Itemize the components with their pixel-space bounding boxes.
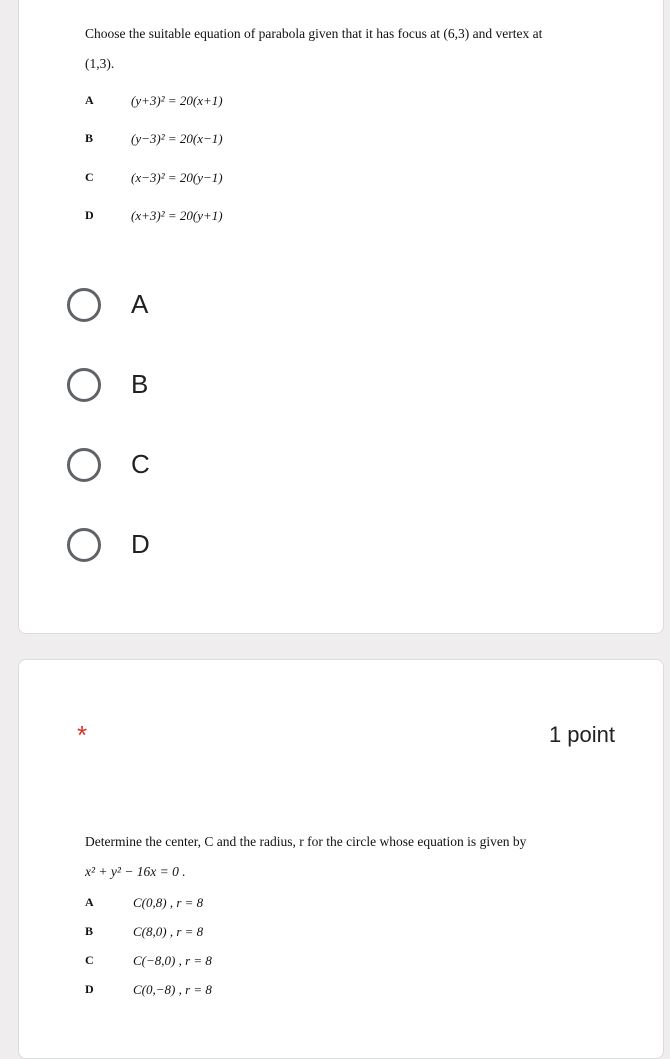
question-text-line-2: (1,3). [85, 56, 115, 71]
radio-button[interactable] [67, 368, 101, 402]
image-option-letter: B [85, 131, 94, 145]
image-option-equation: (y+3)² = 20(x+1) [131, 93, 223, 108]
required-asterisk: * [77, 720, 88, 750]
question-text-line-1: Choose the suitable equation of parabola given that it has focus at (6,3) and vertex at [85, 26, 543, 41]
image-option-equation: (y−3)² = 20(x−1) [131, 131, 223, 146]
choice-a[interactable] [67, 288, 367, 328]
choice-b[interactable] [67, 368, 367, 408]
choice-d[interactable] [67, 528, 367, 568]
choice-c[interactable] [67, 448, 367, 488]
choice-label[interactable]: B [131, 369, 149, 399]
image-option-equation: C(0,8) , r = 8 [133, 895, 204, 910]
image-option-equation: (x+3)² = 20(y+1) [131, 208, 223, 223]
question-card-2 [18, 659, 664, 1059]
radio-button[interactable] [67, 288, 101, 322]
points-label: 1 point [548, 722, 615, 747]
image-option-letter: A [85, 93, 94, 107]
image-option-letter: B [85, 924, 94, 938]
image-option-letter: C [85, 170, 94, 184]
choice-label[interactable]: C [131, 449, 150, 479]
choice-label[interactable]: A [131, 289, 149, 319]
question-text-line-2: x² + y² − 16x = 0 . [85, 864, 186, 879]
radio-button[interactable] [67, 528, 101, 562]
choice-label[interactable]: D [131, 529, 150, 559]
question-text-line-1: Determine the center, C and the radius, r for the circle whose equation is given by [85, 834, 527, 849]
image-option-equation: C(−8,0) , r = 8 [133, 953, 212, 968]
radio-button[interactable] [67, 448, 101, 482]
image-option-letter: C [85, 953, 94, 967]
image-option-equation: C(8,0) , r = 8 [133, 924, 204, 939]
image-option-equation: C(0,−8) , r = 8 [133, 982, 212, 997]
image-option-letter: A [85, 895, 94, 909]
image-option-letter: D [85, 208, 94, 222]
question-card-1 [18, 0, 664, 634]
image-option-equation: (x−3)² = 20(y−1) [131, 170, 223, 185]
image-option-letter: D [85, 982, 94, 996]
